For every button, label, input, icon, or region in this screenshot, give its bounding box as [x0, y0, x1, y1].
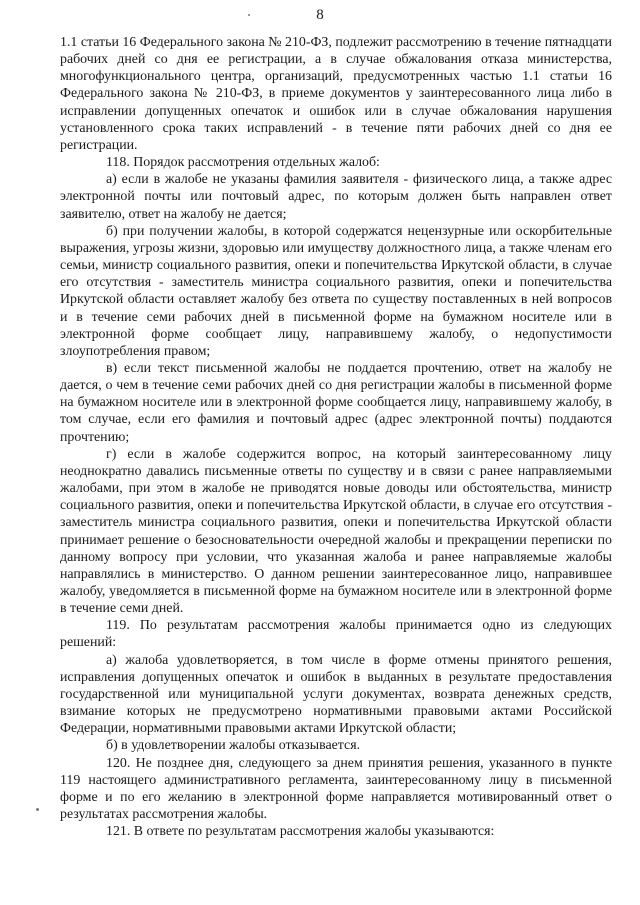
paragraph-120: 120. Не позднее дня, следующего за днем принятия решения, указанного в пункте 119 настоящего административного регламента, заинтересованному лицу в письменной форме и по его желанию в электронной форме направляется мотивированный ответ о результатах рассмотрения жалобы.	[60, 755, 612, 823]
paragraph-118-g: г) если в жалобе содержится вопрос, на который заинтересованному лицу неоднократно давались письменные ответы по существу и в связи с ранее направляемыми жалобами, при этом в жалобе не приводятся новые доводы или обстоятельства, министр социального развития, опеки и попечительства Иркутской области, в случае его отсутствия - заместитель министра социального развития, опеки и попечительства Иркутской области принимает решение о безосновательности очередной жалобы и прекращении переписки по данному вопросу при условии, что указанная жалоба и ранее направляемые жалобы направлялись в министерство. О данном решении заинтересованное лицо, направившее жалобу, уведомляется в письменной форме на бумажном носителе или в электронной форме в течение семи дней.	[60, 446, 612, 617]
paragraph-119: 119. По результатам рассмотрения жалобы принимается одно из следующих решений:	[60, 618, 612, 651]
document-body	[60, 34, 612, 840]
paragraph-118-b: б) при получении жалобы, в которой содержатся нецензурные или оскорбительные выражения, угрозы жизни, здоровью или имуществу должностного лица, а также членам его семьи, министр социального развития, опеки и попечительства Иркутской области, в случае его отсутствия - заместитель министра социального развития, опеки и попечительства Иркутской области оставляет жалобу без ответа по существу поставленных в ней вопросов и в течение семи рабочих дней в письменной форме на бумажном носителе или в электронной форме сообщает лицу, направившему жалобу, о недопустимости злоупотребления правом;	[60, 223, 612, 359]
paragraph-121: 121. В ответе по результатам рассмотрения жалобы указываются:	[106, 824, 495, 840]
paragraph-119-a: а) жалоба удовлетворяется, в том числе в форме отмены принятого решения, исправления допущенных опечаток и ошибок в выданных в результате предоставления государственной или муниципальной услуги документах, возврата денежных средств, взимание которых не предусмотрено нормативными правовыми актами Российской Федерации, нормативными правовыми актами Иркутской области;	[60, 652, 612, 737]
scan-dot	[248, 14, 250, 16]
paragraph-119-b: б) в удовлетворении жалобы отказывается.	[106, 738, 361, 754]
scan-dot	[36, 808, 39, 811]
page-number: 8	[316, 7, 324, 23]
paragraph-continuation: 1.1 статьи 16 Федерального закона № 210-ФЗ, подлежит рассмотрению в течение пятнадцати рабочих дней со дня ее регистрации, а в случае обжалования отказа министерства, многофункционального центра, организаций, предусмотренных частью 1.1 статьи 16 Федерального закона № 210-ФЗ, в приеме документов у заинтересованного лица либо в исправлении допущенных опечаток и ошибок или в случае обжалования нарушения установленного срока таких исправлений - в течение пяти рабочих дней со дня ее регистрации.	[60, 35, 612, 153]
paragraph-118-a: а) если в жалобе не указаны фамилия заявителя - физического лица, а также адрес электронной почты или почтовый адрес, по которым должен быть направлен ответ заявителю, ответ на жалобу не дается;	[60, 172, 612, 222]
paragraph-118: 118. Порядок рассмотрения отдельных жалоб:	[106, 155, 380, 171]
paragraph-118-v: в) если текст письменной жалобы не поддается прочтению, ответ на жалобу не дается, о чем в течение семи рабочих дней со дня регистрации жалобы в письменной форме на бумажном носителе или в электронной форме сообщается лицу, направившему жалобу, в том случае, если его фамилия и почтовый адрес (адрес электронной почты) поддаются прочтению;	[60, 360, 612, 445]
